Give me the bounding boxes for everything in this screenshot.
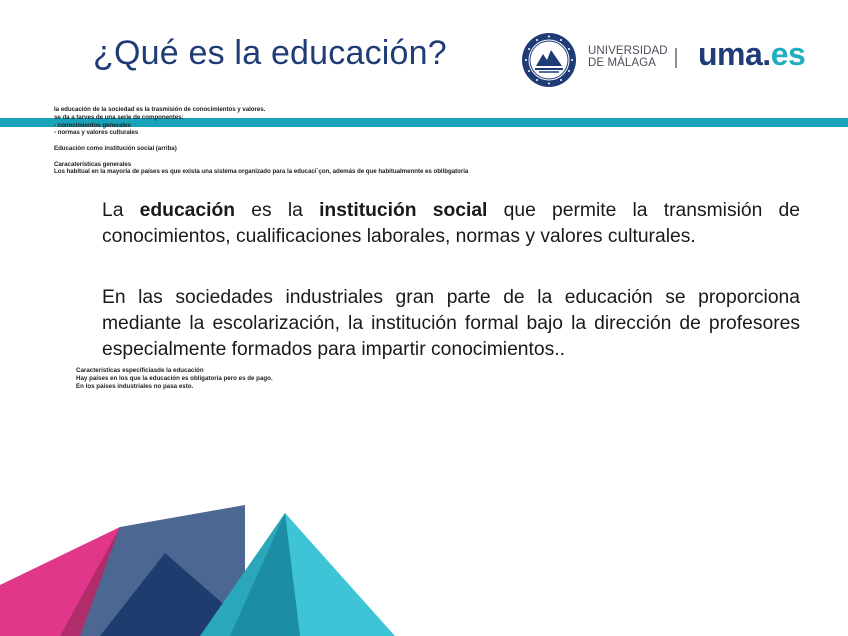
industrial-societies-paragraph: En las sociedades industriales gran parte de la educación se proporciona mediante la escolarización, la institución formal bajo la dirección de profesores especialmente formados para impartir conocimientos.. bbox=[102, 287, 800, 360]
note-line: Hay países en los que la educación es obligatoria pero es de pago. bbox=[76, 374, 273, 382]
term-institucion-social: institución social bbox=[319, 200, 488, 221]
slide-title: ¿Qué es la educación? bbox=[93, 34, 447, 72]
university-name bbox=[588, 45, 668, 69]
logo-separator bbox=[675, 48, 677, 68]
decorative-mountains bbox=[0, 505, 420, 636]
note-line: Los habitual en la mayoría de países es que exista una sistema organizado para la educaci´çon, además de que habitualmennte es oblibgatoria bbox=[54, 168, 469, 176]
speaker-notes-top bbox=[54, 106, 754, 176]
note-line: Educación como institución social (arriba) bbox=[54, 144, 177, 152]
note-line: Caracaterísticas generales bbox=[54, 160, 132, 168]
university-seal-icon bbox=[521, 32, 577, 88]
definition-paragraph: La educación es la institución social que permite la transmisión de conocimientos, cualificaciones laborales, normas y valores culturales. bbox=[102, 200, 800, 247]
note-line: En los países industriales no pasa esto. bbox=[76, 382, 194, 390]
university-name-line2: DE MÁLAGA bbox=[588, 57, 657, 69]
uma-es-logo: uma.es bbox=[698, 36, 806, 72]
note-line: la educación de la sociedad es la trasmisión de conocimientos y valores. bbox=[54, 106, 266, 113]
speaker-notes-bottom bbox=[76, 367, 476, 390]
note-line: se da a tarves de una serie de componentes: bbox=[54, 113, 184, 121]
term-educacion: educación bbox=[139, 200, 236, 221]
note-line: - conocimientos generales bbox=[54, 121, 131, 129]
note-gap bbox=[54, 137, 754, 145]
university-name-line1: UNIVERSIDAD bbox=[588, 45, 668, 57]
note-line: Características especificiasde la educación bbox=[76, 367, 204, 374]
note-gap bbox=[54, 153, 754, 161]
note-line: - normas y valores culturales bbox=[54, 129, 139, 137]
